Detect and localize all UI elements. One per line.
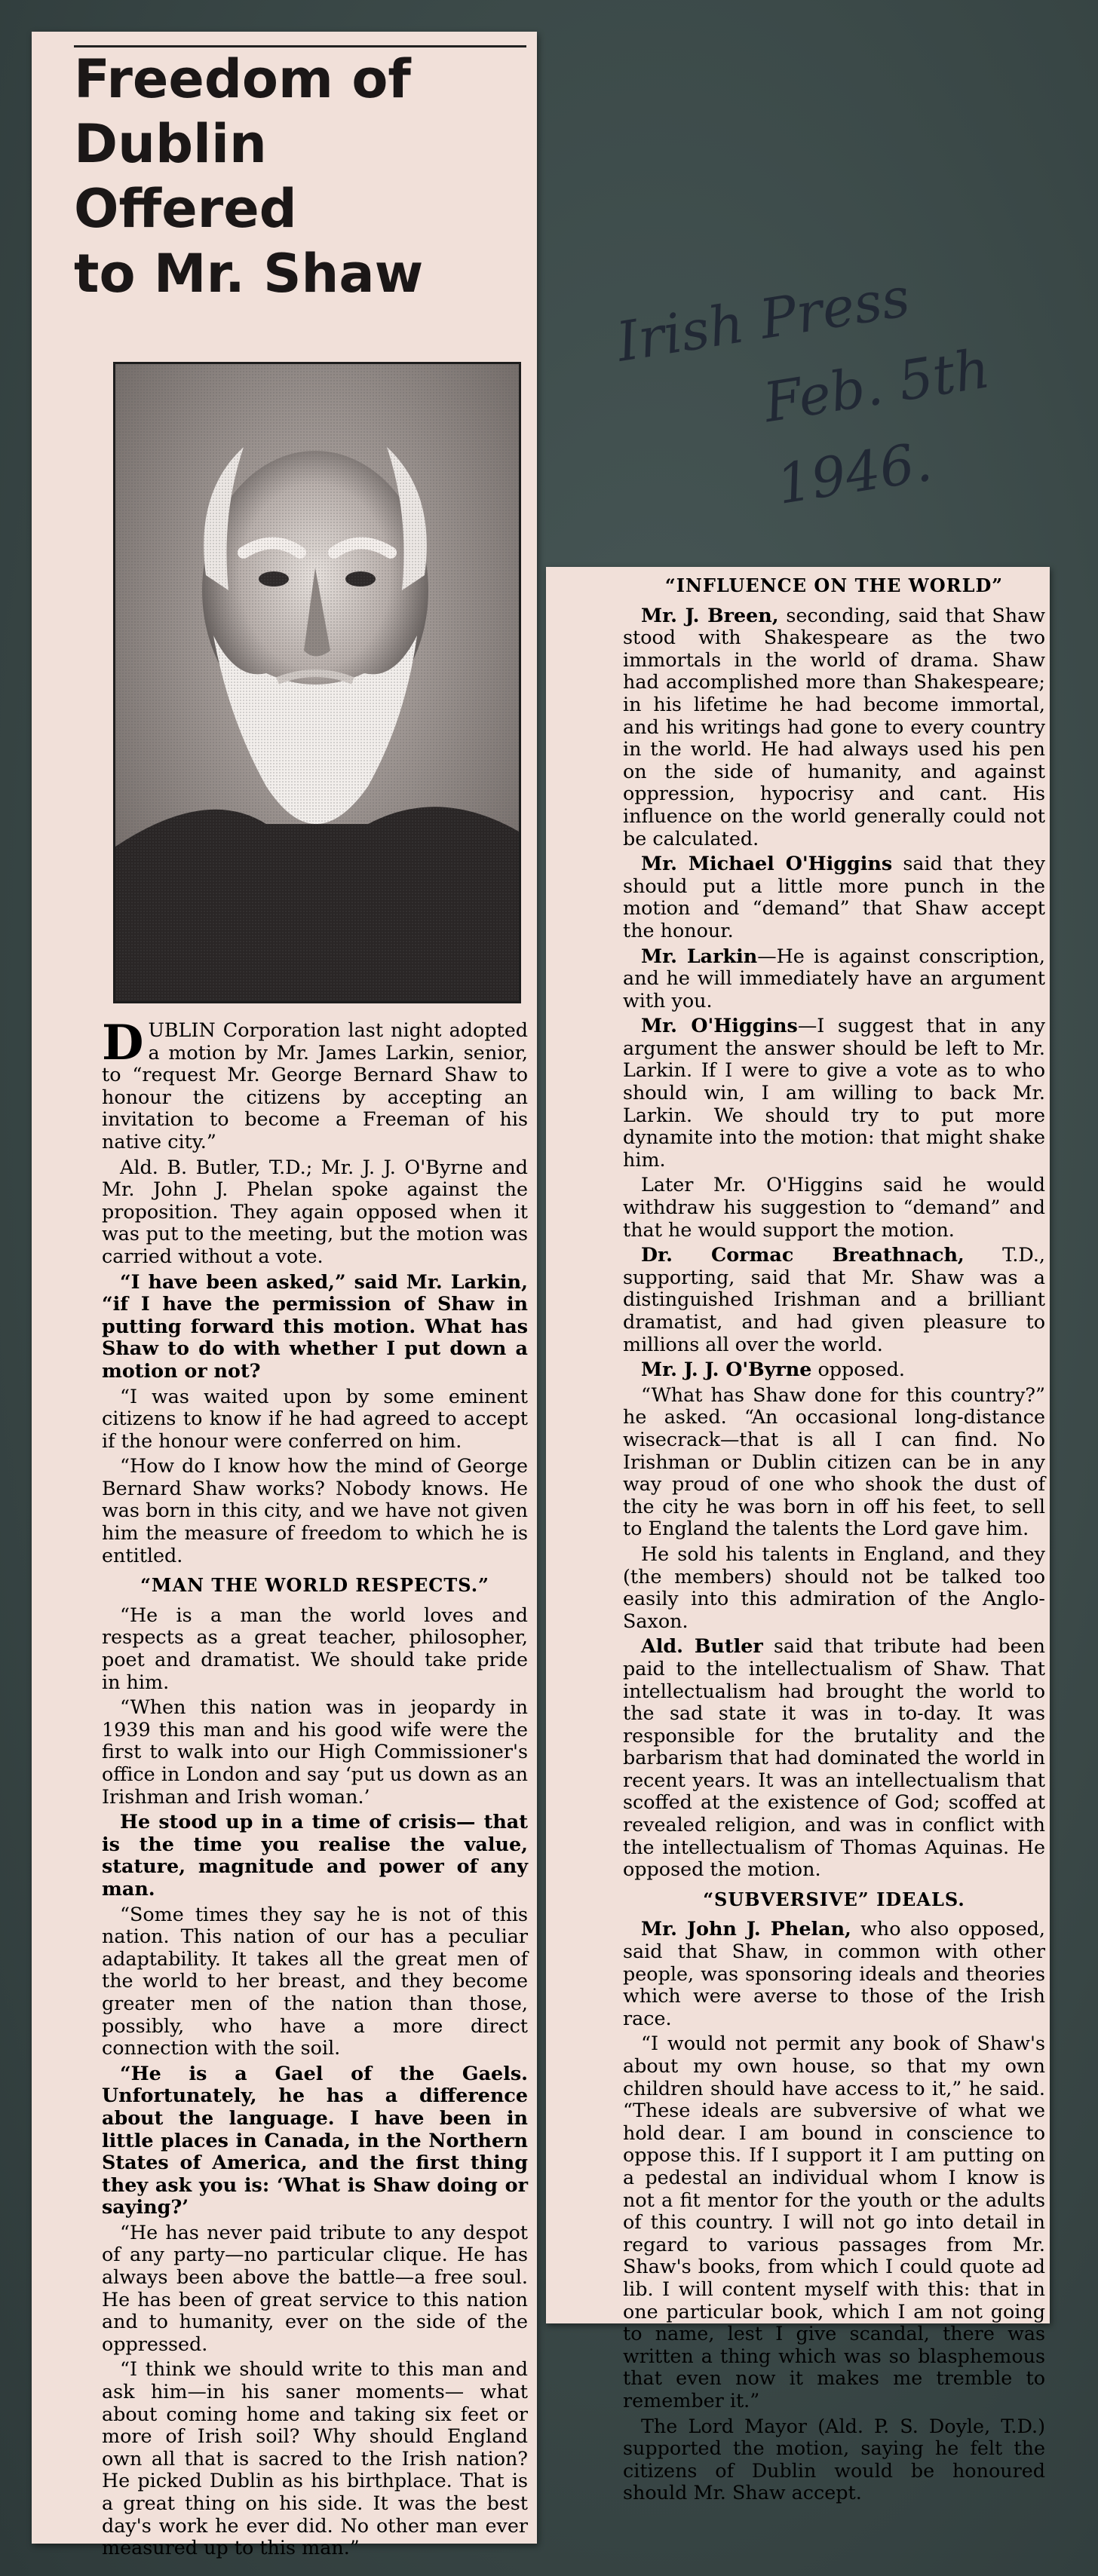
speaker-name: Mr. J. Breen, (641, 603, 779, 626)
paragraph: The Lord Mayor (Ald. P. S. Doyle, T.D.) supported the motion, saying he felt the citizens of Dublin would be honoured should Mr. Shaw accept. (623, 2414, 1045, 2504)
paragraph: “When this nation was in jeopardy in 1939 this man and his good wife were the first to walk into our High Commissioner's office in London and say ‘put us down as an Irishman and Irish woman.’ (102, 1695, 528, 1808)
headline-line: to Mr. Shaw (74, 243, 424, 305)
paragraph-text: seconding, said that Shaw stood with Shakespeare as the two immortals in the world of drama. Shaw had accomplished more than Shakespeare; in his lifetime he had become immortal, and his writings had gone to every country in the world. He had always used his pen on the side of humanity, and against oppression, hypocrisy and cant. His influence on the world generally could not be calculated. (623, 603, 1045, 850)
paragraph-text: —He is against conscription, and he will immediately have an argument with you. (623, 944, 1045, 1012)
annotation-line: Feb. 5th 1946. (759, 336, 995, 516)
paragraph-text: —I suggest that in any argument the answer should be left to Mr. Larkin. If I were to give a vote as to who should win, I am willing to back Mr. Larkin. We should try to put more dynamite into the motion: that might shake him. (623, 1014, 1046, 1171)
speaker-name: Dr. Cormac Breathnach, (641, 1243, 965, 1267)
paragraph: “I have been asked,” said Mr. Larkin, “if I have the permission of Shaw in putting forward this motion. What has Shaw to do with whether I put down a motion or not? (102, 1270, 528, 1382)
paragraph: He sold his talents in England, and they (the members) should not be talked too easily into this admiration of the Anglo-Saxon. (623, 1542, 1045, 1632)
paragraph: “What has Shaw done for this country?” he asked. “An occasional long-distance wisecrack—that is all I can find. No Irishman or Dublin citizen can be in any way proud of one who shook the dust of the city he was born in off his feet, to sell to England the talents the Lord gave him. (623, 1383, 1045, 1540)
paragraph: “How do I know how the mind of George Bernard Shaw works? Nobody knows. He was born in this city, and we have not given him the measure of freedom to which he is entitled. (102, 1454, 528, 1567)
paragraph-text: said that they should put a little more punch in the motion and “demand” that Shaw accept the honour. (623, 852, 1045, 942)
right-article-column (623, 567, 1045, 2507)
paragraph (623, 1244, 1045, 1355)
paragraph: “He has never paid tribute to any despot of any party—no particular clique. He has always been above the battle—a free soul. He has been of great service to this nation and to humanity, ever on the side of the oppressed. (102, 2220, 528, 2355)
speaker-name: Mr. O'Higgins (641, 1014, 798, 1037)
paragraph-text: who also opposed, said that Shaw, in common with other people, was sponsoring ideals and theories which were averse to those of the Irish race. (623, 1917, 1045, 2029)
paragraph (623, 853, 1045, 942)
speaker-name: Mr. John J. Phelan, (641, 1917, 851, 1940)
paragraph: “He is a man the world loves and respects as a great teacher, philosopher, poet and dramatist. We should take pride in him. (102, 1603, 528, 1693)
paragraph (102, 1015, 528, 1153)
paragraph: “He is a Gael of the Gaels. Unfortunately, he has a difference about the language. I have been in little places in Canada, in the Northern States of America, and the first thing they ask you is: ‘What is Shaw doing or saying?’ (102, 2061, 528, 2219)
paragraph-text: T.D., supporting, said that Mr. Shaw was a distinguished Irishman and a brilliant dramatist, and had given pleasure to millions all over the world. (623, 1243, 1045, 1355)
paragraph: He stood up in a time of crisis— that is the time you realise the value, stature, magnitude and power of any man. (102, 1810, 528, 1900)
paragraph: Later Mr. O'Higgins said he would withdraw his suggestion to “demand” and that he would support the motion. (623, 1173, 1045, 1241)
speaker-name: Ald. Butler (641, 1634, 763, 1658)
paragraph (623, 1358, 1045, 1381)
paragraph: Ald. B. Butler, T.D.; Mr. J. J. O'Byrne and Mr. John J. Phelan spoke against the proposition. They again opposed when it was put to the meeting, but the motion was carried without a vote. (102, 1155, 528, 1267)
speaker-name: Mr. J. J. O'Byrne (641, 1358, 812, 1381)
paragraph-text: opposed. (811, 1358, 905, 1381)
headline-line: Freedom of (74, 48, 411, 110)
headline-line: Dublin (74, 113, 267, 175)
headline-line: Offered (74, 178, 297, 240)
paragraph-text: UBLIN Corporation last night adopted a motion by Mr. James Larkin, senior, to “request Mr. George Bernard Shaw to honour the citizens by accepting an invitation to become a Freeman of his native city.” (102, 1018, 528, 1153)
shaw-portrait (113, 362, 521, 1003)
paragraph: “I think we should write to this man and ask him—in his saner moments— what about coming home and taking six feet or more of Irish soil? Why should England own all that is sacred to the Irish nation? He picked Dublin as his birthplace. That is a great thing on his side. It was the best day's work he ever did. No other man ever measured up to this man.” (102, 2357, 528, 2559)
paragraph: “I was waited upon by some eminent citizens to know if he had agreed to accept if the honour were conferred on him. (102, 1384, 528, 1452)
paragraph: “I would not permit any book of Shaw's about my own house, so that my own children should have access to it,” he said. “These ideals are subversive of what we hold dear. I am bound in conscience to oppose this. If I support it I am putting on a pedestal an individual whom I know is not a fit mentor for the youth or the adults of this country. I will not go into detail in regard to various passages from Mr. Shaw's books, from which I could quote ad lib. I will content myself with this: that in one particular book, which I am not going to name, lest I give scandal, there was written a thing which was so blasphemous that even now it makes me tremble to remember it.” (623, 2032, 1045, 2412)
portrait-illustration (115, 364, 519, 1001)
subhead: “INFLUENCE ON THE WORLD” (664, 574, 1004, 596)
paragraph (623, 1635, 1045, 1881)
subhead: “MAN THE WORLD RESPECTS.” (140, 1574, 489, 1597)
speaker-name: Mr. Michael O'Higgins (641, 852, 893, 875)
paragraph (623, 945, 1045, 1012)
headline (74, 47, 526, 306)
speaker-name: Mr. Larkin (641, 944, 758, 967)
paragraph: “Some times they say he is not of this nation. This nation of our has a peculiar adaptability. It takes all the great men of the world to her breast, and they become greater men of the nation than those, possibly, who have a more direct connection with the soil. (102, 1902, 528, 2060)
drop-cap: D (102, 1015, 144, 1071)
paragraph (623, 1918, 1045, 2029)
paragraph (623, 1015, 1045, 1171)
subhead: “SUBVERSIVE” IDEALS. (703, 1888, 965, 1910)
paragraph (623, 605, 1045, 850)
annotation-line: Irish Press (612, 265, 914, 374)
paragraph-text: said that tribute had been paid to the intellectualism of Shaw. That intellectualism had brought the world to the sad state it was in to-day. It was responsible for the brutality and the barbarism that had dominated the world in recent years. It was an intellectualism that scoffed at the existence of God; scoffed at revealed religion, and was in conflict with the intellectualism of Thomas Aquinas. He opposed the motion. (623, 1634, 1046, 1881)
left-article-column (102, 1015, 528, 2562)
